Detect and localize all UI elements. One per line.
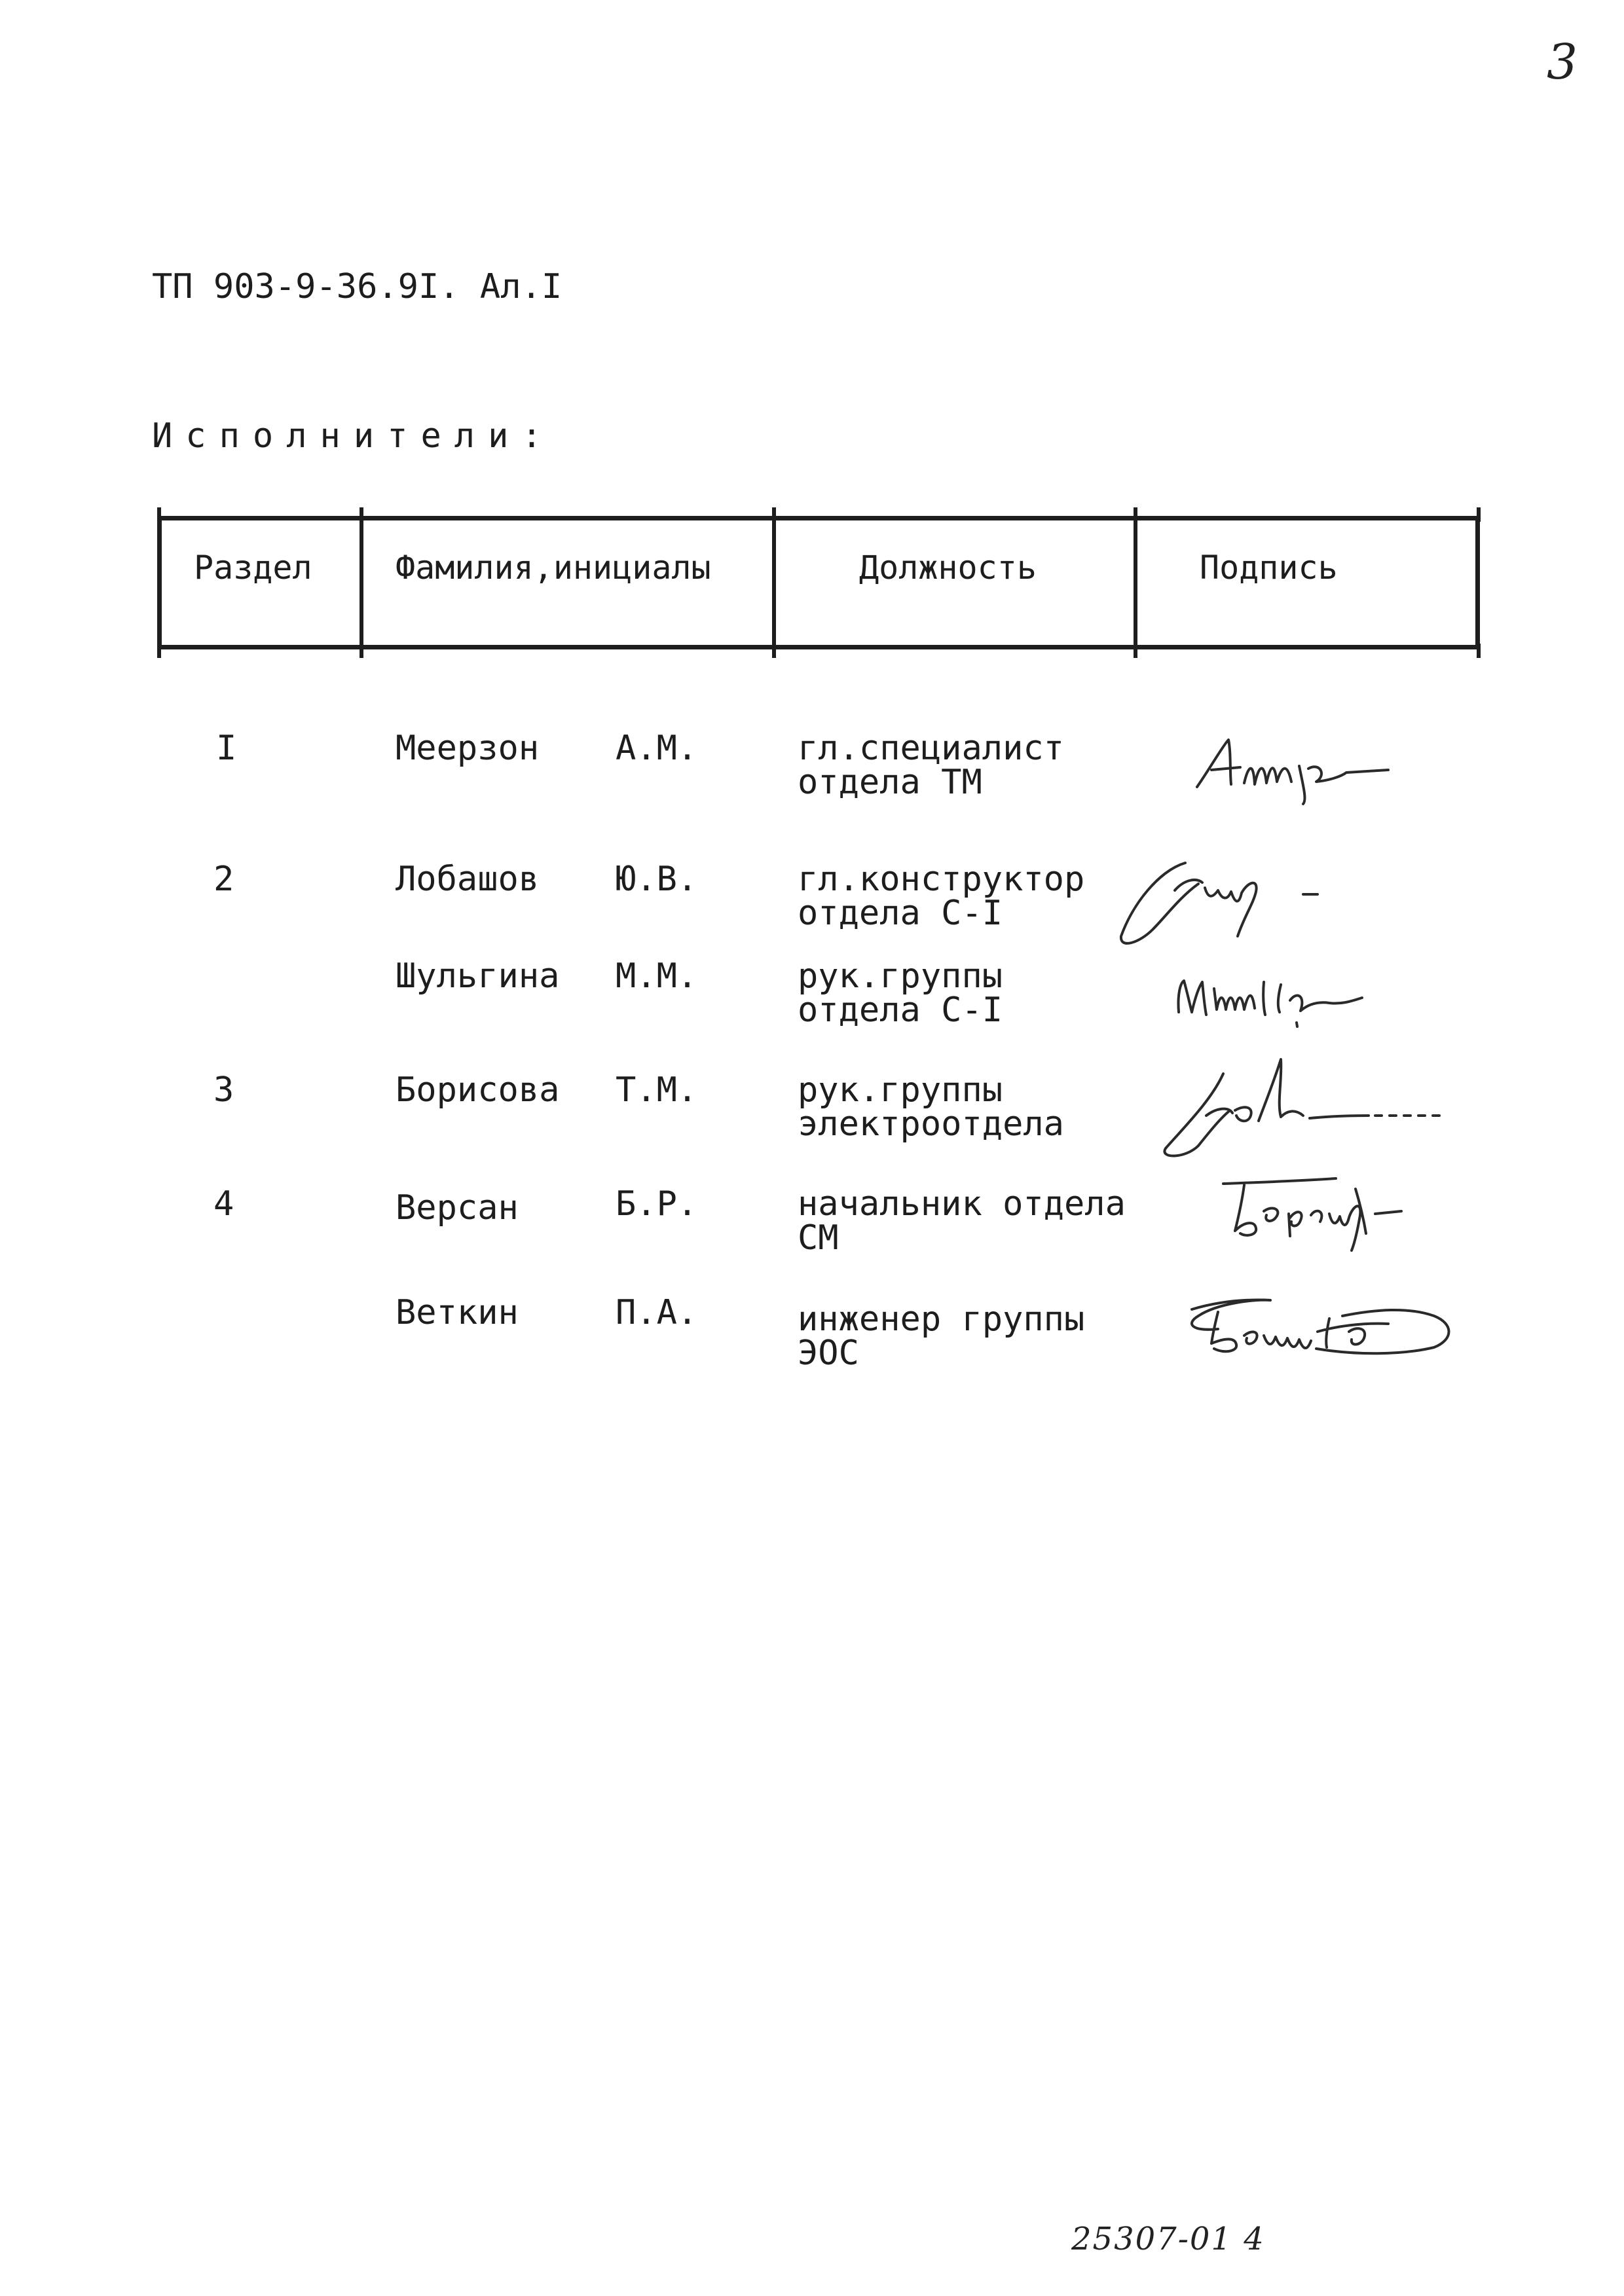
frame-tick: [772, 507, 776, 522]
surname: Лобашов: [396, 860, 540, 899]
frame-tick: [157, 644, 161, 658]
initials: П.А.: [616, 1293, 698, 1332]
column-divider: [360, 516, 363, 649]
position-line-2: отдела С-I: [798, 894, 1003, 933]
signature-meerzon: [1192, 727, 1401, 805]
frame-tick: [1477, 507, 1481, 522]
signature-borisova: [1146, 1048, 1467, 1165]
position-line-2: электроотдела: [798, 1104, 1064, 1144]
initials: Ю.В.: [616, 860, 698, 899]
section-number: I: [216, 729, 237, 768]
position-line-1: инженер группы: [798, 1300, 1085, 1339]
frame-tick: [1477, 644, 1481, 658]
initials: Б.Р.: [616, 1184, 698, 1224]
initials: Т.М.: [616, 1070, 698, 1110]
header-name: Фамилия,инициалы: [396, 549, 711, 587]
frame-tick: [1134, 507, 1137, 522]
position-line-1: рук.группы: [798, 957, 1003, 996]
frame-tick: [360, 507, 363, 522]
surname: Веткин: [396, 1293, 519, 1332]
document-code: ТП 903-9-36.9I. Ал.I: [152, 267, 563, 306]
section-number: 3: [213, 1070, 234, 1110]
surname: Шульгина: [396, 957, 560, 996]
surname: Версан: [396, 1188, 519, 1228]
position-line-1: рук.группы: [798, 1070, 1003, 1110]
frame-tick: [360, 644, 363, 658]
signature-versan: [1218, 1165, 1441, 1257]
frame-tick: [772, 644, 776, 658]
frame-tick: [1134, 644, 1137, 658]
position-line-2: отдела С-I: [798, 991, 1003, 1030]
signature-shulgina: [1166, 949, 1401, 1048]
signature-vetkin: [1179, 1283, 1467, 1362]
surname: Борисова: [396, 1070, 560, 1110]
section-number: 4: [213, 1184, 234, 1224]
position-line-2: СМ: [798, 1218, 839, 1258]
footer-code: 25307-01 4: [1071, 2221, 1265, 2257]
position-line-2: ЭОС: [798, 1334, 859, 1373]
column-divider: [772, 516, 776, 649]
initials: М.М.: [616, 957, 698, 996]
section-number: 2: [213, 860, 234, 899]
header-signature: Подпись: [1200, 549, 1338, 587]
header-position: Должность: [859, 549, 1037, 587]
initials: А.М.: [616, 729, 698, 768]
header-section: Раздел: [194, 549, 312, 587]
position-line-1: начальник отдела: [798, 1184, 1126, 1224]
column-divider: [1134, 516, 1137, 649]
position-line-1: гл.конструктор: [798, 860, 1085, 899]
signature-lobashov: [1107, 845, 1342, 956]
surname: Меерзон: [396, 729, 540, 768]
section-title: Исполнители:: [152, 416, 555, 456]
page-number: 3: [1547, 34, 1578, 90]
position-line-1: гл.специалист: [798, 729, 1064, 768]
position-line-2: отдела ТМ: [798, 763, 982, 802]
frame-tick: [157, 507, 161, 522]
